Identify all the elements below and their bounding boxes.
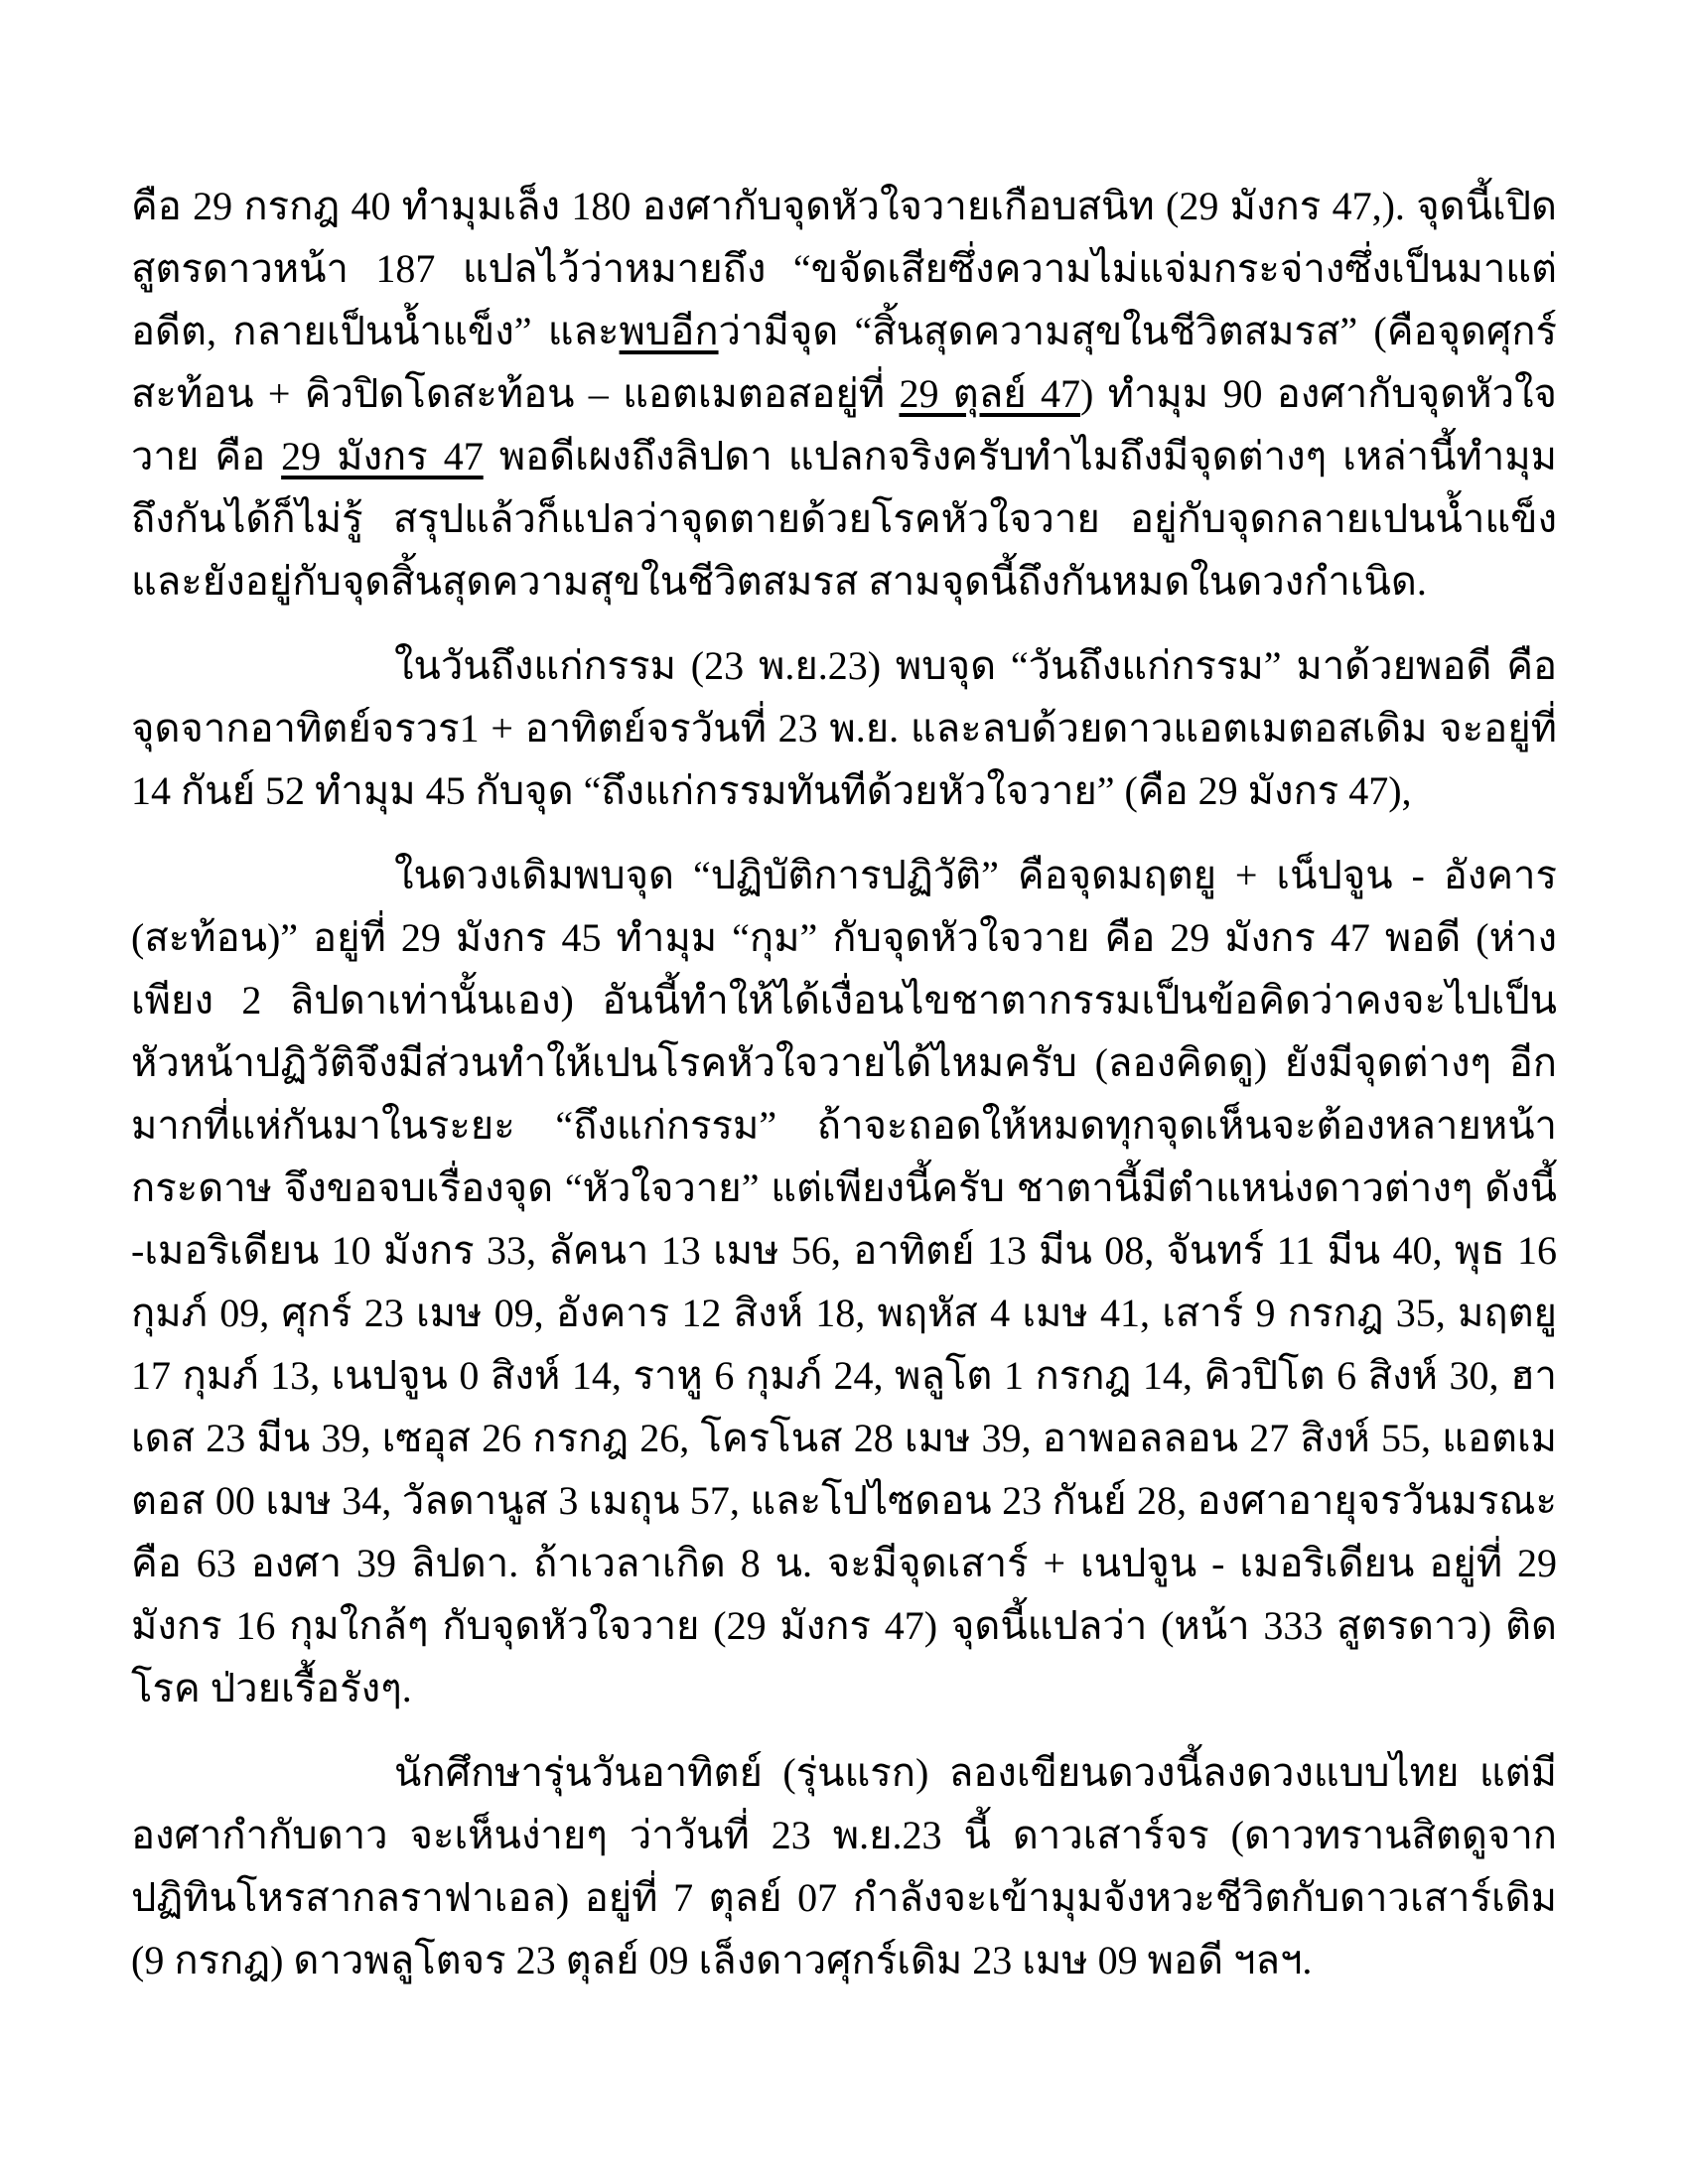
text-run: ว่ามีจุด “สิ้นสุดความสุขในชีวิตสมรส” (คือจุดศุกร์สะท้อน + คิวปิดโดสะท้อน – แอตเมตอสอยู่ที่ [131, 309, 1557, 416]
paragraph [131, 1741, 1557, 1991]
text-run: พอดีเผงถึงลิปดา แปลกจริงครับทำไมถึงมีจุดต่างๆ เหล่านี้ทำมุมถึงกันได้ก็ไม่รู้ สรุปแล้วก็แปลว่าจุดตายด้วยโรคหัวใจวาย อยู่กับจุดกลายเปนน้ำแข็ง และยังอยู่กับจุดสิ้นสุดความสุขในชีวิตสมรส สามจุดนี้ถึงกันหมดในดวงกำเนิด. [131, 434, 1557, 604]
text-run: คือ 29 กรกฎ 40 ทำมุมเล็ง 180 องศากับจุดหัวใจวายเกือบสนิท (29 มังกร 47,). จุดนี้เปิดสูตรดาวหน้า 187 แปลไว้ว่าหมายถึง “ขจัดเสียซึ่งความไม่แจ่มกระจ่างซึ่งเป็นมาแต่อดีต, กลายเป็นน้ำแข็ง” และ [131, 184, 1557, 353]
text-run: นักศึกษารุ่นวันอาทิตย์ (รุ่นแรก) ลองเขียนดวงนี้ลงดวงแบบไทย แต่มีองศากำกับดาว จะเห็นง่ายๆ ว่าวันที่ 23 พ.ย.23 นี้ ดาวเสาร์จร (ดาวทรานสิตดูจากปฏิทินโหรสากลราฟาเอล) อยู่ที่ 7 ตุลย์ 07 กำลังจะเข้ามุมจังหวะชีวิตกับดาวเสาร์เดิม (9 กรกฎ) ดาวพลูโตจร 23 ตุลย์ 09 เล็งดาวศุกร์เดิม 23 เมษ 09 พอดี ฯลฯ. [131, 1750, 1557, 1982]
paragraph [131, 634, 1557, 822]
text-run: ) ทำมุม 90 องศากับจุดหัวใจวาย คือ [131, 371, 1557, 478]
paragraph [131, 175, 1557, 613]
underlined-text-run: 29 มังกร 47 [281, 434, 484, 478]
text-run: ในดวงเดิมพบจุด “ปฏิบัติการปฏิวัติ” คือจุดมฤตยู + เน็ปจูน - อังคาร (สะท้อน)” อยู่ที่ 29 มังกร 45 ทำมุม “กุม” กับจุดหัวใจวาย คือ 29 มังกร 47 พอดี (ห่างเพียง 2 ลิปดาเท่านั้นเอง) อันนี้ทำให้ได้เงื่อนไขชาตากรรมเป็นข้อคิดว่าคงจะไปเป็นหัวหน้าปฏิวัติจึงมีส่วนทำให้เปนโรคหัวใจวายได้ไหมครับ (ลองคิดดู) ยังมีจุดต่างๆ อีกมากที่แห่กันมาในระยะ “ถึงแก่กรรม” ถ้าจะถอดให้หมดทุกจุดเห็นจะต้องหลายหน้ากระดาษ จึงขอจบเรื่องจุด “หัวใจวาย” แต่เพียงนี้ครับ ชาตานี้มีตำแหน่งดาวต่างๆ ดังนี้ -เมอริเดียน 10 มังกร 33, ลัคนา 13 เมษ 56, อาทิตย์ 13 มีน 08, จันทร์ 11 มีน 40, พุธ 16 กุมภ์ 09, ศุกร์ 23 เมษ 09, อังคาร 12 สิงห์ 18, พฤหัส 4 เมษ 41, เสาร์ 9 กรกฎ 35, มฤตยู 17 กุมภ์ 13, เนปจูน 0 สิงห์ 14, ราหู 6 กุมภ์ 24, พลูโต 1 กรกฎ 14, คิวปิโต 6 สิงห์ 30, ฮาเดส 23 มีน 39, เซอุส 26 กรกฎ 26, โครโนส 28 เมษ 39, อาพอลลอน 27 สิงห์ 55, แอตเมตอส 00 เมษ 34, วัลดานูส 3 เมถุน 57, และโปไซดอน 23 กันย์ 28, องศาอายุจรวันมรณะคือ 63 องศา 39 ลิปดา. ถ้าเวลาเกิด 8 น. จะมีจุดเสาร์ + เนปจูน - เมอริเดียน อยู่ที่ 29 มังกร 16 กุมใกล้ๆ กับจุดหัวใจวาย (29 มังกร 47) จุดนี้แปลว่า (หน้า 333 สูตรดาว) ติดโรค ป่วยเรื้อรังๆ. [131, 853, 1557, 1710]
underlined-text-run: 29 ตุลย์ 47 [899, 371, 1080, 416]
paragraph [131, 844, 1557, 1719]
text-run: ในวันถึงแก่กรรม (23 พ.ย.23) พบจุด “วันถึงแก่กรรม” มาด้วยพอดี คือจุดจากอาทิตย์จรวร1 + อาทิตย์จรวันที่ 23 พ.ย. และลบด้วยดาวแอตเมตอสเดิม จะอยู่ที่ 14 กันย์ 52 ทำมุม 45 กับจุด “ถึงแก่กรรมทันทีด้วยหัวใจวาย” (คือ 29 มังกร 47), [131, 643, 1557, 813]
document-body [131, 175, 1557, 1991]
underlined-text-run: พบอีก [619, 309, 719, 353]
